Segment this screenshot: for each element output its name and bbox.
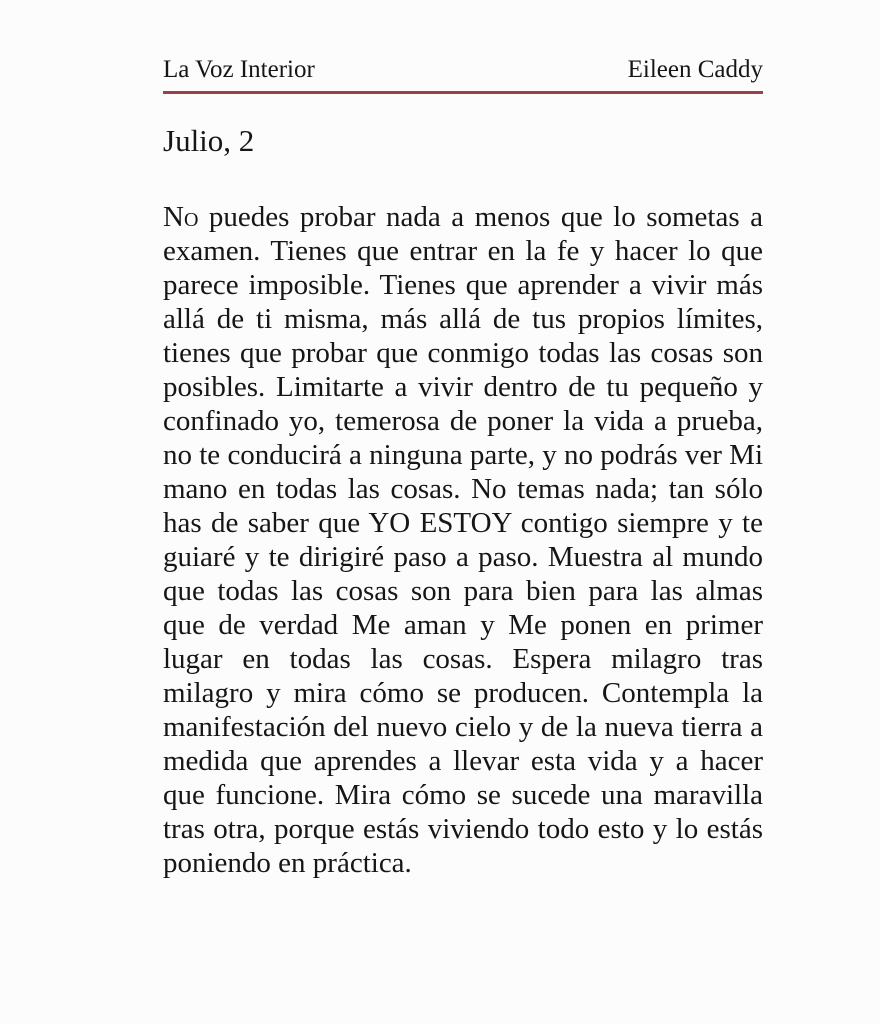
lead-word: No	[163, 200, 199, 233]
book-title: La Voz Interior	[163, 56, 315, 83]
entry-paragraph	[163, 200, 763, 880]
author-name: Eileen Caddy	[627, 56, 763, 83]
page-header	[163, 56, 763, 91]
date-heading: Julio, 2	[163, 122, 255, 158]
header-rule	[163, 91, 763, 94]
book-page	[163, 0, 763, 880]
entry-body: puedes probar nada a menos que lo sometas a examen. Tienes que entrar en la fe y hacer lo que parece imposible. Tienes que aprender a vivir más allá de ti misma, más allá de tus propios límites, tienes que probar que conmigo todas las cosas son posibles. Limitarte a vivir dentro de tu pequeño y confinado yo, temerosa de poner la vida a prueba, no te conducirá a ninguna parte, y no podrás ver Mi mano en todas las cosas. No temas nada; tan sólo has de saber que YO ESTOY contigo siempre y te guiaré y te dirigiré paso a paso. Muestra al mundo que todas las cosas son para bien para las almas que de verdad Me aman y Me ponen en primer lugar en todas las cosas. Espera milagro tras milagro y mira cómo se producen. Contempla la manifestación del nuevo cielo y de la nueva tierra a medida que aprendes a llevar esta vida y a hacer que funcione. Mira cómo se sucede una maravilla tras otra, porque estás viviendo todo esto y lo estás poniendo en práctica.	[163, 200, 763, 879]
